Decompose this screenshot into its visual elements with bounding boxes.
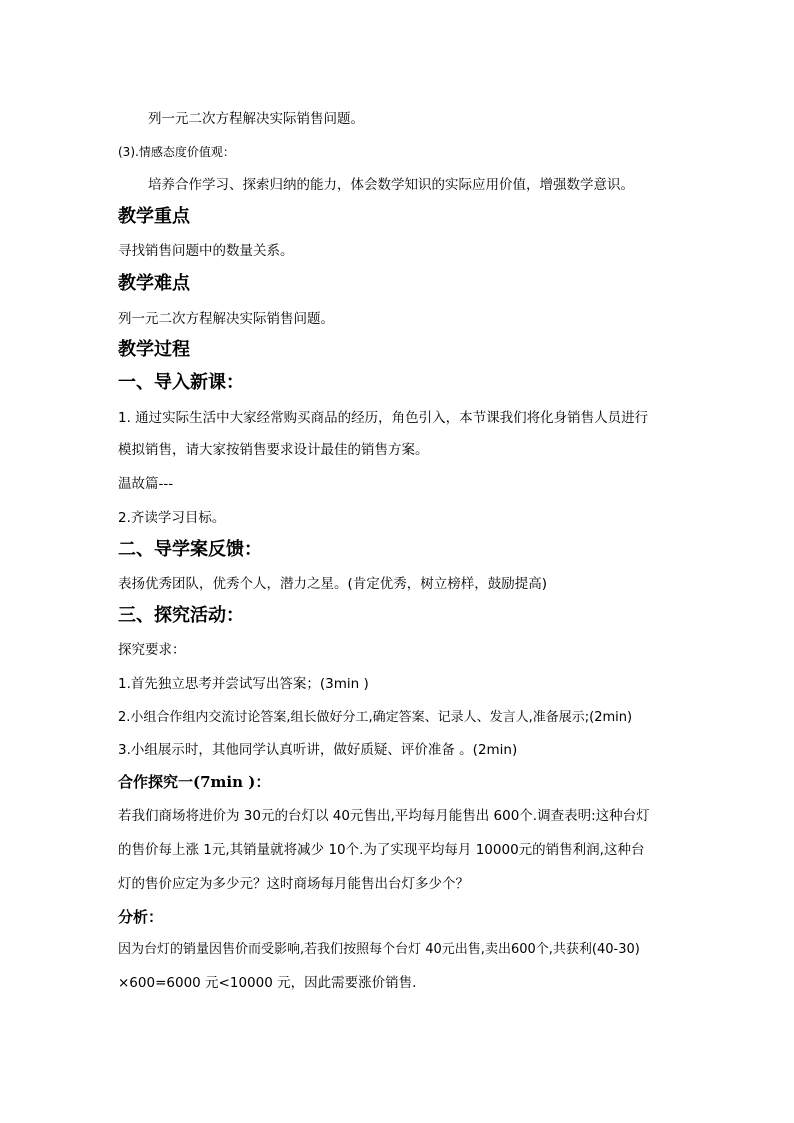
- heading-teaching-process: 教学过程: [118, 339, 190, 360]
- heading-analysis: 分析：: [118, 908, 164, 926]
- line-10: 表扬优秀团队，优秀个人，潜力之星。(肯定优秀，树立榜样，鼓励提高): [118, 576, 548, 592]
- heading-cooperation-1: 合作探究一(7min )：: [118, 773, 271, 791]
- line-7: 模拟销售，请大家按销售要求设计最佳的销售方案。: [118, 442, 429, 458]
- line-5: 列一元二次方程解决实际销售问题。: [118, 311, 334, 327]
- line-19: ×600=6000 元<10000 元，因此需要涨价销售.: [118, 975, 417, 991]
- line-8: 温故篇---: [118, 476, 174, 492]
- line-1: 列一元二次方程解决实际销售问题。: [148, 111, 364, 127]
- line-15: 若我们商场将进价为 30元的台灯以 40元售出,平均每月能售出 600个.调查表明:这种台灯: [118, 808, 650, 824]
- heading-teaching-focus: 教学重点: [118, 206, 190, 227]
- line-14: 3.小组展示时，其他同学认真听讲，做好质疑、评价准备 。(2min): [118, 742, 518, 758]
- line-9: 2.齐读学习目标。: [118, 510, 226, 526]
- line-2: (3).情感态度价值观：: [118, 145, 235, 159]
- line-4: 寻找销售问题中的数量关系。: [118, 243, 294, 259]
- heading-teaching-difficulty: 教学难点: [118, 273, 190, 294]
- line-12: 1.首先独立思考并尝试写出答案；(3min ): [118, 676, 369, 692]
- heading-introduction: 一、导入新课：: [118, 372, 244, 393]
- line-3: 培养合作学习、探索归纳的能力，体会数学知识的实际应用价值，增强数学意识。: [148, 177, 634, 193]
- heading-feedback: 二、导学案反馈：: [118, 539, 262, 560]
- line-16: 的售价每上涨 1元,其销量就将减少 10个.为了实现平均每月 10000元的销售利润,这种台: [118, 842, 645, 858]
- line-18: 因为台灯的销量因售价而受影响,若我们按照每个台灯 40元出售,卖出600个,共获利(40-30): [118, 942, 640, 957]
- line-17: 灯的售价应定为多少元？这时商场每月能售出台灯多少个？: [118, 876, 469, 892]
- heading-exploration: 三、探究活动：: [118, 605, 244, 626]
- line-13: 2.小组合作组内交流讨论答案,组长做好分工,确定答案、记录人、发言人,准备展示;(2min): [118, 710, 633, 725]
- line-6: 1. 通过实际生活中大家经常购买商品的经历，角色引入，本节课我们将化身销售人员进行: [118, 410, 649, 426]
- line-11: 探究要求：: [118, 642, 186, 658]
